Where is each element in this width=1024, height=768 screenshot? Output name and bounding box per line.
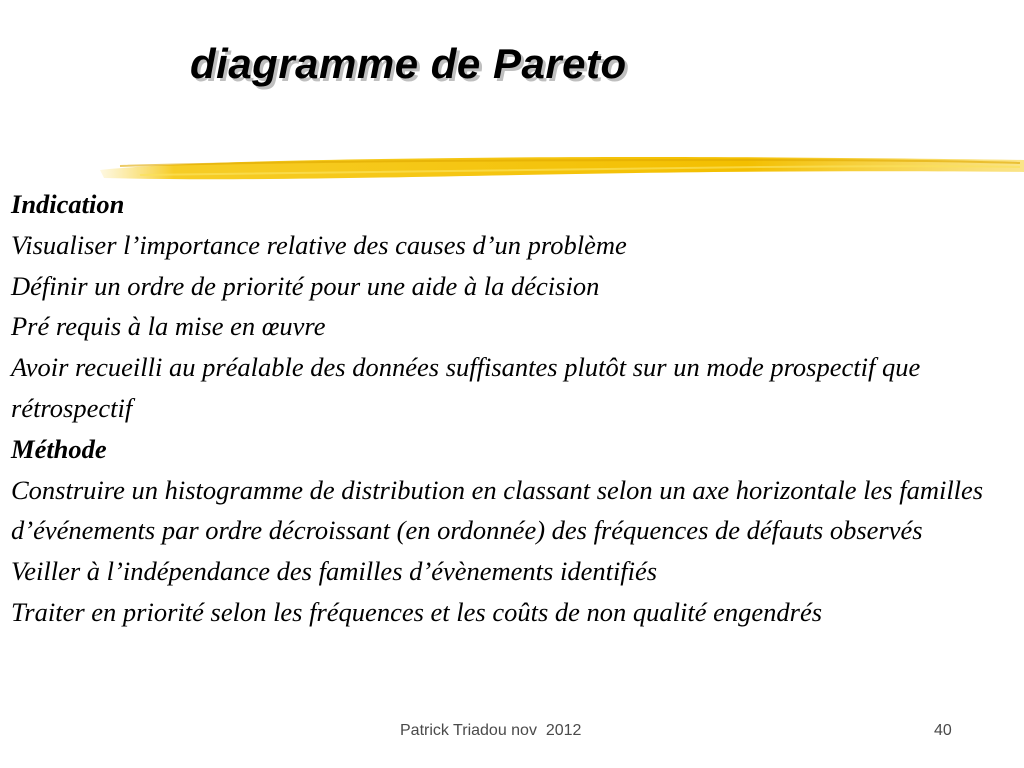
- body-line: Traiter en priorité selon les fréquences et les coûts de non qualité engendrés: [11, 596, 823, 627]
- yellow-brush-stroke: [100, 148, 1024, 188]
- section-heading-prerequis: Pré requis à la mise en œuvre: [11, 311, 326, 342]
- body-line: Visualiser l’importance relative des causes d’un problème: [11, 229, 627, 260]
- body-line: Construire un histogramme de distribution en classant selon un axe horizontale les familles d’événements par ordre décroissant (en ordonnée) des fréquences de défauts observés: [11, 474, 984, 546]
- footer-author: Patrick Triadou nov 2012: [400, 722, 582, 739]
- slide-body: [11, 184, 1011, 633]
- section-heading-indication: Indication: [11, 189, 125, 219]
- body-line: Définir un ordre de priorité pour une aide à la décision: [11, 270, 600, 301]
- slide-title: diagramme de Pareto: [190, 40, 627, 87]
- body-line: Avoir recueilli au préalable des données suffisantes plutôt sur un mode prospectif que rétrospectif: [11, 352, 921, 423]
- body-line: Veiller à l’indépendance des familles d’évènements identifiés: [11, 556, 658, 587]
- section-heading-methode: Méthode: [11, 433, 107, 464]
- page-number: 40: [934, 722, 952, 739]
